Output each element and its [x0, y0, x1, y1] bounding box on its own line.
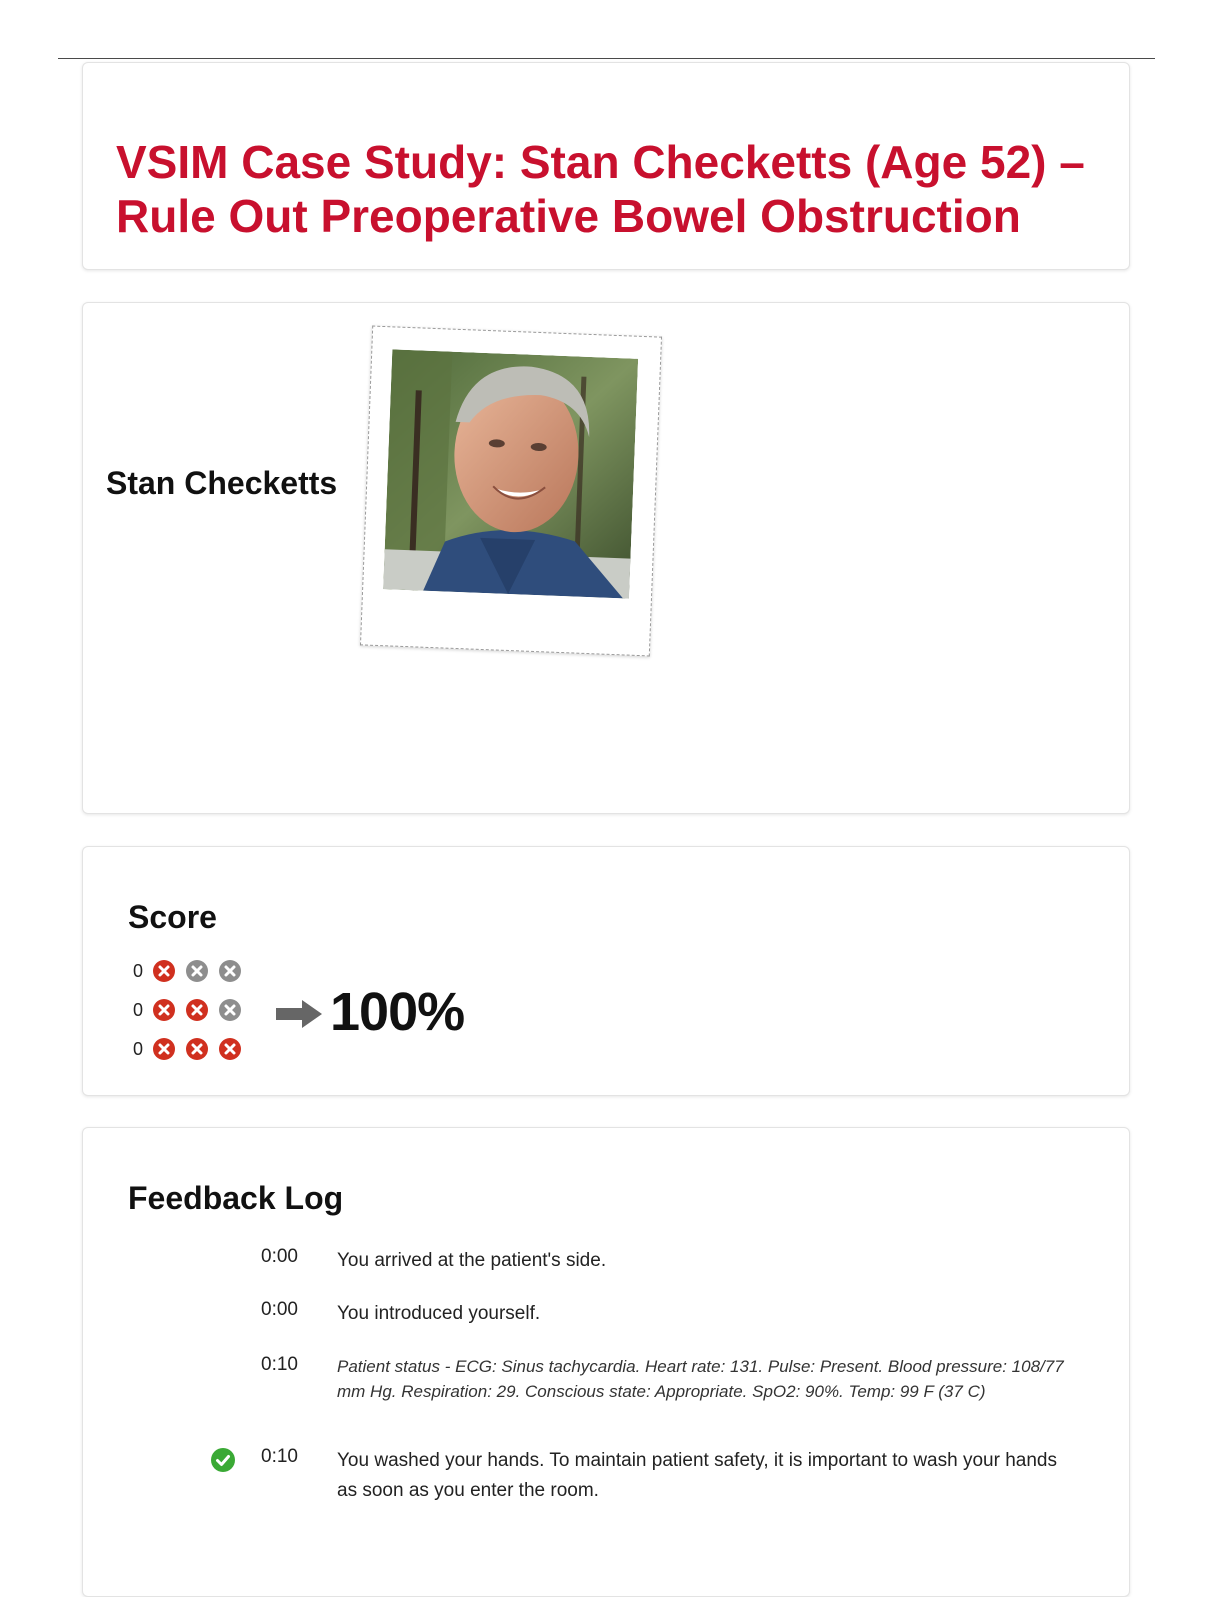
title-card	[82, 62, 1130, 270]
fail-x-icon	[153, 999, 175, 1021]
patient-name: Stan Checketts	[106, 465, 338, 501]
score-heading: Score	[128, 899, 217, 935]
patient-card	[82, 302, 1130, 814]
check-circle-icon	[211, 1448, 235, 1472]
patient-portrait-image	[383, 349, 638, 598]
feedback-text: You washed your hands. To maintain patient safety, it is important to wash your hands as soon as you enter the room.	[337, 1450, 1057, 1501]
feedback-heading: Feedback Log	[128, 1180, 344, 1216]
patient-photo-frame	[360, 326, 662, 657]
score-row	[133, 998, 252, 1022]
fail-x-icon	[219, 1038, 241, 1060]
score-row	[133, 959, 252, 983]
inactive-x-icon	[186, 960, 208, 982]
feedback-text: You introduced yourself.	[337, 1303, 541, 1324]
inactive-x-icon	[219, 999, 241, 1021]
feedback-time: 0:00	[261, 1299, 298, 1320]
page-title: VSIM Case Study: Stan Checketts (Age 52) – Rule Out Preoperative Bowel Obstruction	[116, 136, 1085, 242]
feedback-time: 0:10	[261, 1446, 298, 1467]
fail-x-icon	[186, 1038, 208, 1060]
top-divider	[58, 58, 1155, 59]
feedback-patient-status: Patient status - ECG: Sinus tachycardia. Heart rate: 131. Pulse: Present. Blood pressure: 108/77 mm Hg. Respiration: 29. Conscious state: Appropriate. SpO2: 90%. Temp: 99 F (37 C)	[337, 1357, 1064, 1401]
score-card	[82, 846, 1130, 1096]
feedback-text: You arrived at the patient's side.	[337, 1250, 607, 1271]
inactive-x-icon	[219, 960, 241, 982]
fail-x-icon	[153, 960, 175, 982]
fail-x-icon	[186, 999, 208, 1021]
feedback-time: 0:00	[261, 1246, 298, 1267]
score-row-count: 0	[133, 1038, 144, 1059]
feedback-time: 0:10	[261, 1354, 298, 1375]
arrow-right-icon	[276, 999, 324, 1029]
score-row	[133, 1037, 252, 1061]
score-row-count: 0	[133, 960, 144, 981]
fail-x-icon	[153, 1038, 175, 1060]
score-row-count: 0	[133, 999, 144, 1020]
feedback-card	[82, 1127, 1130, 1597]
score-percentage: 100%	[330, 982, 465, 1042]
